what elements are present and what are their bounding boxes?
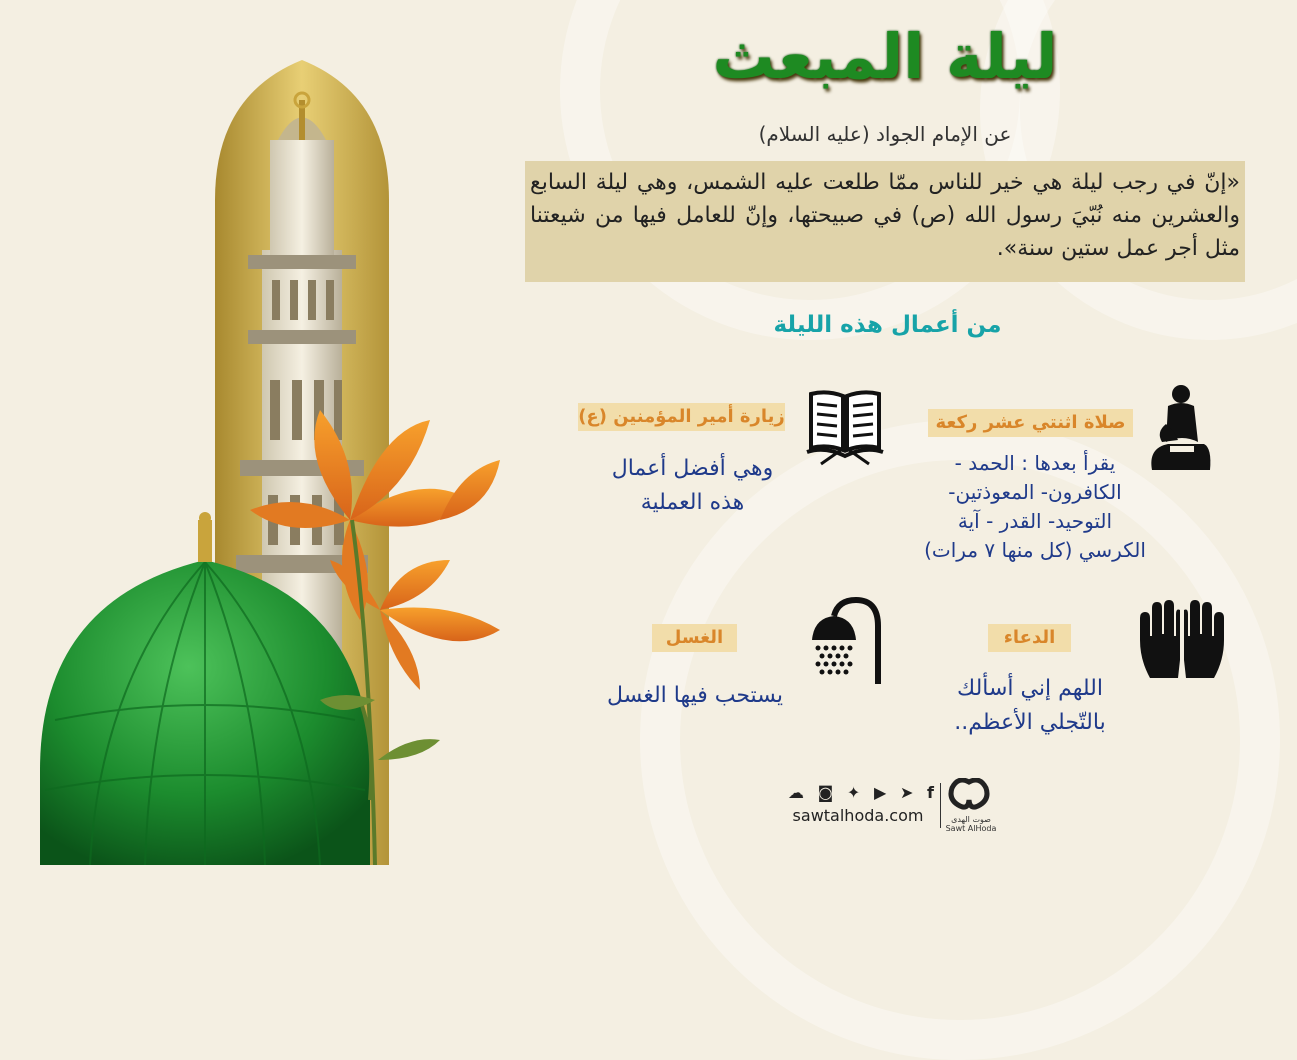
youtube-icon[interactable]: ▶ xyxy=(873,783,887,802)
prayer-line: يقرأ بعدها : الحمد - xyxy=(954,451,1116,475)
instagram-icon[interactable]: ◙ xyxy=(817,783,834,802)
dua-label: الدعاء xyxy=(988,624,1071,652)
logo-text xyxy=(945,815,997,833)
footer-divider xyxy=(940,783,941,828)
logo-text-en: Sawt AlHoda xyxy=(945,824,997,833)
soundcloud-icon[interactable]: ☁ xyxy=(788,783,804,802)
twitter-icon[interactable]: ✦ xyxy=(846,783,861,802)
ghusl-description xyxy=(585,679,805,713)
ziyara-line: وهي أفضل أعمال xyxy=(611,456,774,481)
ziyara-line: هذه العملية xyxy=(640,490,745,515)
prayer-description xyxy=(905,449,1165,565)
website-url[interactable]: sawtalhoda.com xyxy=(792,806,924,825)
prayer-line: الكرسي (كل منها ٧ مرات) xyxy=(924,538,1146,562)
ghusl-line: يستحب فيها الغسل xyxy=(607,683,783,708)
logo-icon xyxy=(946,778,992,816)
dua-description xyxy=(920,672,1140,740)
prayer-line: الكافرون- المعوذتين- xyxy=(948,480,1122,504)
dua-line: بالتّجلي الأعظم.. xyxy=(954,710,1106,735)
mosque-illustration xyxy=(0,0,520,865)
prayer-label: صلاة اثنتي عشر ركعة xyxy=(928,409,1133,437)
book-icon xyxy=(805,388,885,466)
shower-icon xyxy=(808,596,886,686)
section-title: من أعمال هذه الليلة xyxy=(773,312,1002,338)
hadith-text: «إنّ في رجب ليلة هي خير للناس ممّا طلعت عليه الشمس، وهي ليلة السابع والعشرين منه نُبّيَ رسول الله (ص) في صبيحتها، وإنّ للعامل فيها من شيعتنا مثل أجر عمل ستين سنة». xyxy=(530,170,1240,261)
ghusl-label: الغسل xyxy=(652,624,737,652)
raised-hands-icon xyxy=(1136,600,1228,680)
page-title: ليلة المبعث xyxy=(712,20,1058,93)
hadith-source: عن الإمام الجواد (عليه السلام) xyxy=(758,122,1012,146)
facebook-icon[interactable]: f xyxy=(927,783,934,802)
social-icons xyxy=(788,783,934,802)
telegram-icon[interactable]: ➤ xyxy=(899,783,914,802)
dua-line: اللهم إني أسألك xyxy=(957,676,1103,701)
ziyara-description xyxy=(585,452,800,520)
ziyara-label: زيارة أمير المؤمنين (ع) xyxy=(578,403,785,431)
logo-text-ar: صوت الهدى xyxy=(951,815,991,824)
prayer-line: التوحيد- القدر - آية xyxy=(957,509,1113,533)
